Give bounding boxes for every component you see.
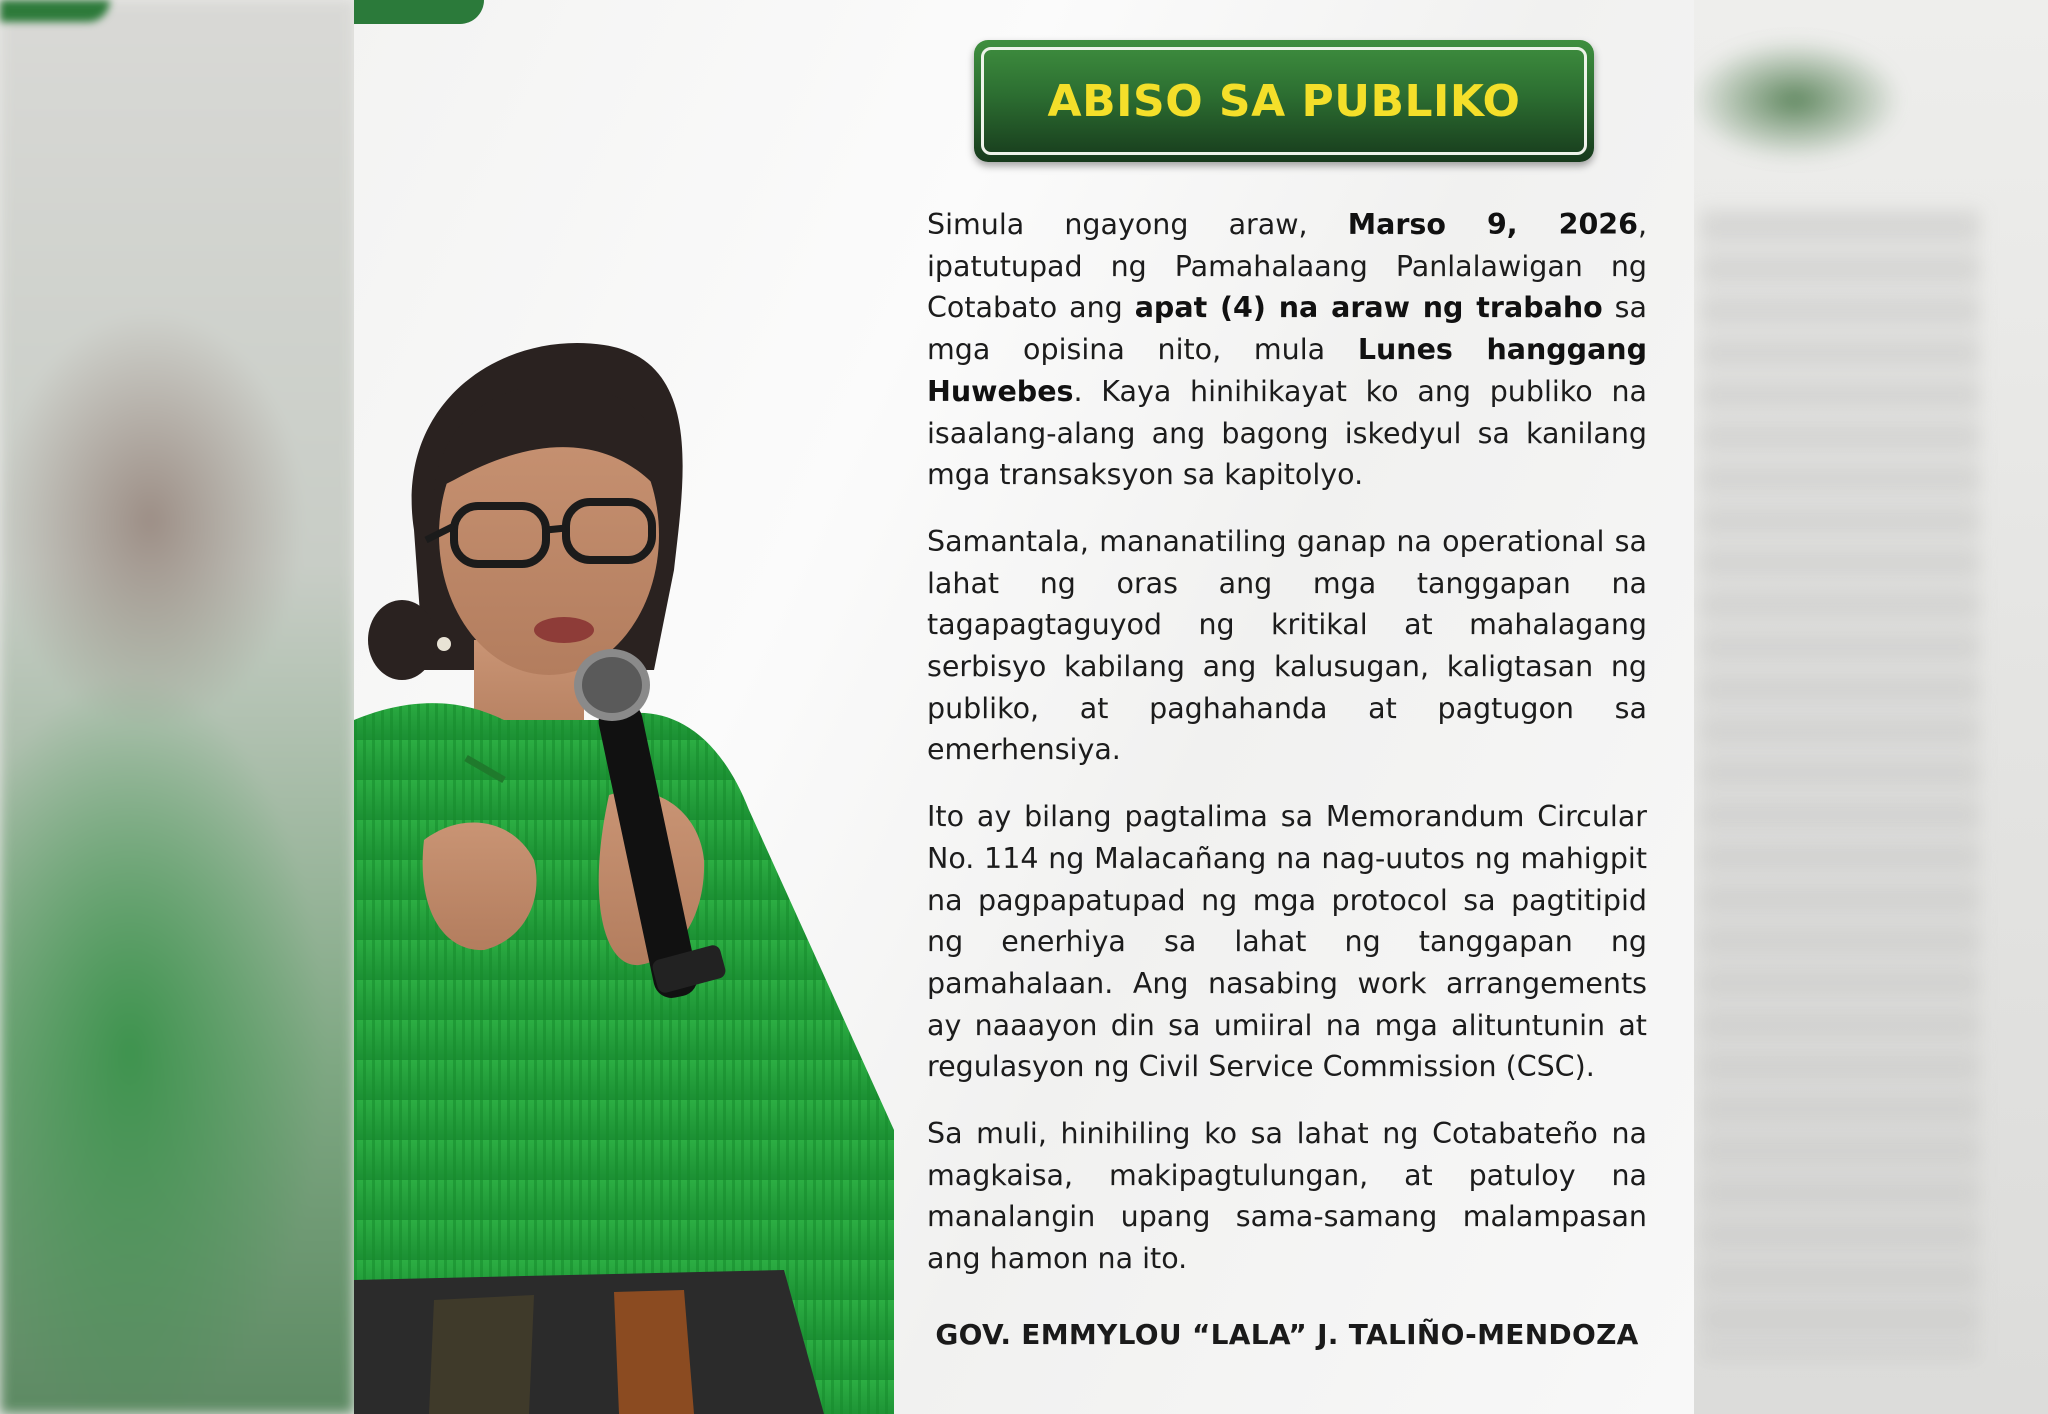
blurred-green-corner [0, 0, 110, 22]
announcement-body [927, 204, 1647, 1305]
work-days-highlight: apat (4) na araw ng trabaho [1134, 291, 1603, 325]
paragraph-1-text: sa mga opisina nito, mula [927, 291, 1647, 367]
green-corner-accent [354, 0, 484, 24]
paragraph-1-text: , ipatutupad ng Pamahalaang Panlalawigan ng Cotabato ang [927, 208, 1647, 325]
paragraph-3: Ito ay bilang pagtalima sa Memorandum Circular No. 114 ng Malacañang na nag-uutos ng mahigpit na pagpapatupad ng mga protocol sa pagtitipid ng enerhiya sa lahat ng tanggapan ng pamahalaan. Ang nasabing work arrangements ay naaayon din sa umiiral na mga alituntunin at regulasyon ng Civil Service Commission (CSC). [927, 800, 1647, 1084]
paragraph-1-text: . Kaya hinihikayat ko ang publiko na isaalang-alang ang bagong iskedyul sa kanilang mga transaksyon sa kapitolyo. [927, 374, 1647, 492]
blurred-text-ghost [1700, 210, 1980, 1360]
announcement-poster [354, 0, 1694, 1414]
title-banner-frame [981, 47, 1587, 155]
title-banner [974, 40, 1594, 162]
blurred-background-left [0, 0, 354, 1414]
effective-date: Marso 9, 2026 [1347, 208, 1638, 241]
paragraph-2: Samantala, mananatiling ganap na operational sa lahat ng oras ang mga tanggapan na tagapagtaguyod ng kritikal at mahalagang serbisyo kabilang ang kalusugan, kaligtasan ng publiko, at paghahanda at pagtugon sa emerhensiya. [927, 524, 1647, 767]
paragraph-4: Sa muli, hinihiling ko sa lahat ng Cotabateño na magkaisa, makipagtulungan, at patuloy na manalangin upang sama-samang malampasan ang hamon na ito. [927, 1117, 1647, 1276]
signature-line: GOV. EMMYLOU “LALA” J. TALIÑO-MENDOZA [935, 1318, 1639, 1351]
schedule-days-highlight: Lunes hanggang Huwebes [927, 333, 1648, 408]
paragraph-1 [927, 204, 1647, 496]
paragraph-1-text: Simula ngayong araw, [927, 208, 1348, 241]
banner-title: ABISO SA PUBLIKO [1047, 75, 1521, 127]
speaker-portrait-image [354, 340, 894, 1414]
blurred-banner-ghost [1690, 40, 1900, 160]
